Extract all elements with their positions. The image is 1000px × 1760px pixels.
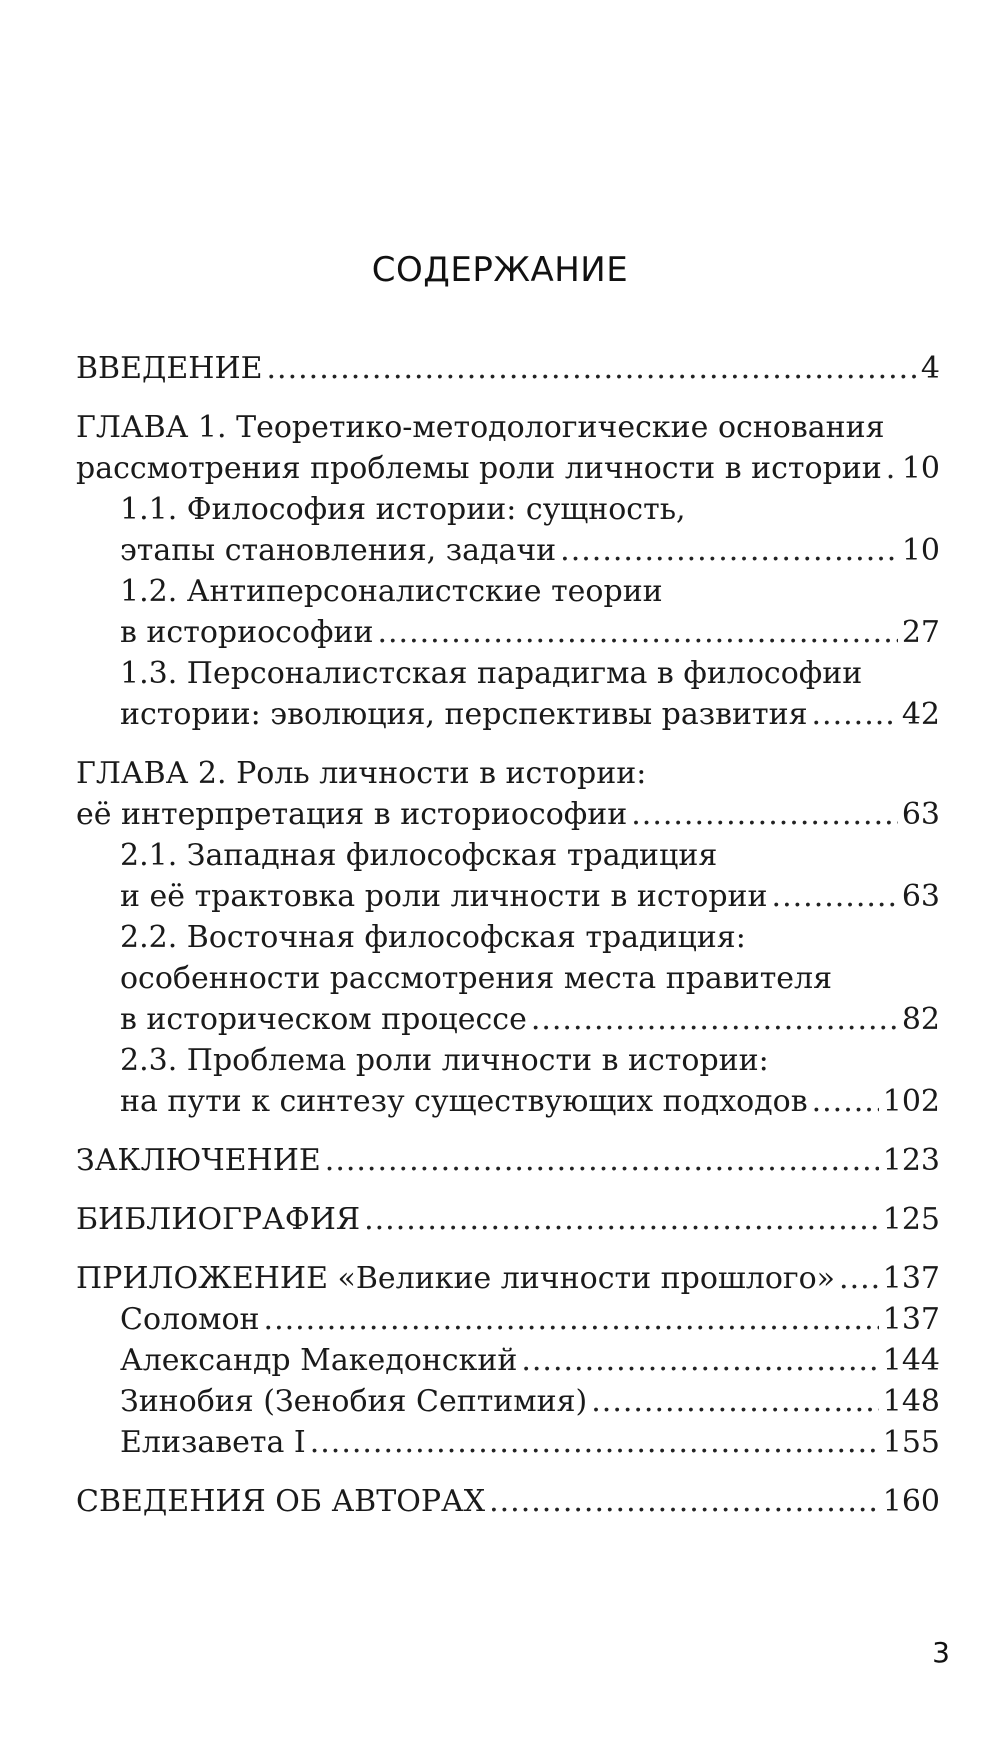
toc-entry-appendix-solomon[interactable]: [120, 1299, 940, 1340]
toc-entry-title: 2.2. Восточная философская традиция:: [120, 920, 746, 955]
page-number: 3: [932, 1636, 950, 1669]
toc-page-number: 123: [882, 1143, 940, 1178]
leader-dots: [560, 530, 898, 571]
toc-page-number: 63: [901, 797, 940, 832]
toc-entry-chapter-2[interactable]: [76, 753, 940, 835]
toc-entry-title: 1.1. Философия истории: сущность,: [120, 492, 686, 527]
toc-entry-section-1-2[interactable]: [120, 571, 940, 653]
toc-entry-title-cont: её интерпретация в историософии: [76, 797, 628, 832]
toc-entry-title: Соломон: [120, 1302, 260, 1337]
toc-entry-section-2-3[interactable]: [120, 1040, 940, 1122]
toc-entry-title-cont: истории: эволюция, перспективы развития: [120, 697, 808, 732]
toc-entry-title: Александр Македонский: [120, 1343, 518, 1378]
toc-entry-title: 2.3. Проблема роли личности в истории:: [120, 1043, 769, 1078]
toc-page-number: 4: [920, 351, 940, 386]
toc-page-number: 137: [882, 1261, 940, 1296]
toc-entry-appendix[interactable]: [76, 1258, 940, 1299]
toc-entry-appendix-zenobia[interactable]: [120, 1381, 940, 1422]
leader-dots: [489, 1481, 879, 1522]
leader-dots: [591, 1381, 878, 1422]
leader-dots: [812, 694, 898, 735]
toc-entry-section-1-3[interactable]: [120, 653, 940, 735]
toc-entry-title-cont: и её трактовка роли личности в истории: [120, 879, 768, 914]
toc-entry-chapter-1[interactable]: [76, 407, 940, 489]
leader-dots: [531, 999, 898, 1040]
toc-page-number: 160: [882, 1484, 940, 1519]
leader-dots: [377, 612, 897, 653]
toc-entry-title-cont: рассмотрения проблемы роли личности в истории: [76, 451, 882, 486]
toc-entry-section-2-2[interactable]: [120, 917, 940, 1040]
toc-entry-title: БИБЛИОГРАФИЯ: [76, 1202, 361, 1237]
toc-entry-section-2-1[interactable]: [120, 835, 940, 917]
toc-entry-title: СВЕДЕНИЯ ОБ АВТОРАХ: [76, 1484, 486, 1519]
leader-dots: [364, 1199, 879, 1240]
toc-entry-title-cont: в историческом процессе: [120, 1002, 527, 1037]
leader-dots: [264, 1299, 879, 1340]
toc-entry-introduction[interactable]: [76, 348, 940, 389]
toc-page-number: 137: [882, 1302, 940, 1337]
toc-entry-appendix-elizabeth[interactable]: [120, 1422, 940, 1463]
leader-dots: [631, 794, 898, 835]
leader-dots: [886, 448, 898, 489]
toc-page-number: 10: [901, 533, 940, 568]
toc-entry-title: ГЛАВА 2. Роль личности в истории:: [76, 756, 647, 791]
leader-dots: [839, 1258, 879, 1299]
toc-entry-title: ГЛАВА 1. Теоретико-методологические основания: [76, 410, 885, 445]
toc-entry-title: 1.2. Антиперсоналистские теории: [120, 574, 663, 609]
toc-entry-about-authors[interactable]: [76, 1481, 940, 1522]
toc-page-number: 102: [882, 1084, 940, 1119]
toc-page-number: 82: [901, 1002, 940, 1037]
leader-dots: [521, 1340, 878, 1381]
leader-dots: [310, 1422, 879, 1463]
leader-dots: [772, 876, 898, 917]
leader-dots: [267, 348, 917, 389]
toc-entry-title-cont: на пути к синтезу существующих подходов: [120, 1084, 808, 1119]
toc-page-number: 148: [882, 1384, 940, 1419]
toc-entry-title: 2.1. Западная философская традиция: [120, 838, 718, 873]
toc-entry-title: Елизавета I: [120, 1425, 306, 1460]
leader-dots: [812, 1081, 879, 1122]
toc-page-number: 42: [901, 697, 940, 732]
toc-entry-title-cont: этапы становления, задачи: [120, 533, 557, 568]
toc-entry-title: ЗАКЛЮЧЕНИЕ: [76, 1143, 321, 1178]
toc-page-number: 144: [882, 1343, 940, 1378]
toc-entry-title: Зинобия (Зенобия Септимия): [120, 1384, 588, 1419]
toc-entry-title: 1.3. Персоналистская парадигма в философии: [120, 656, 863, 691]
toc-entry-bibliography[interactable]: [76, 1199, 940, 1240]
toc-entry-section-1-1[interactable]: [120, 489, 940, 571]
toc-page-number: 27: [901, 615, 940, 650]
toc-entry-appendix-alexander[interactable]: [120, 1340, 940, 1381]
toc-page-number: 63: [901, 879, 940, 914]
toc-page-number: 125: [882, 1202, 940, 1237]
toc-entry-title-cont: особенности рассмотрения места правителя: [120, 961, 833, 996]
toc-entry-title: ВВЕДЕНИЕ: [76, 351, 263, 386]
toc-entry-conclusion[interactable]: [76, 1140, 940, 1181]
page-title: СОДЕРЖАНИЕ: [371, 250, 629, 290]
leader-dots: [325, 1140, 879, 1181]
toc-entry-title-cont: в историософии: [120, 615, 374, 650]
toc-page-number: 155: [882, 1425, 940, 1460]
toc-page-number: 10: [901, 451, 940, 486]
table-of-contents: [76, 348, 940, 1522]
toc-entry-title: ПРИЛОЖЕНИЕ «Великие личности прошлого»: [76, 1261, 836, 1296]
